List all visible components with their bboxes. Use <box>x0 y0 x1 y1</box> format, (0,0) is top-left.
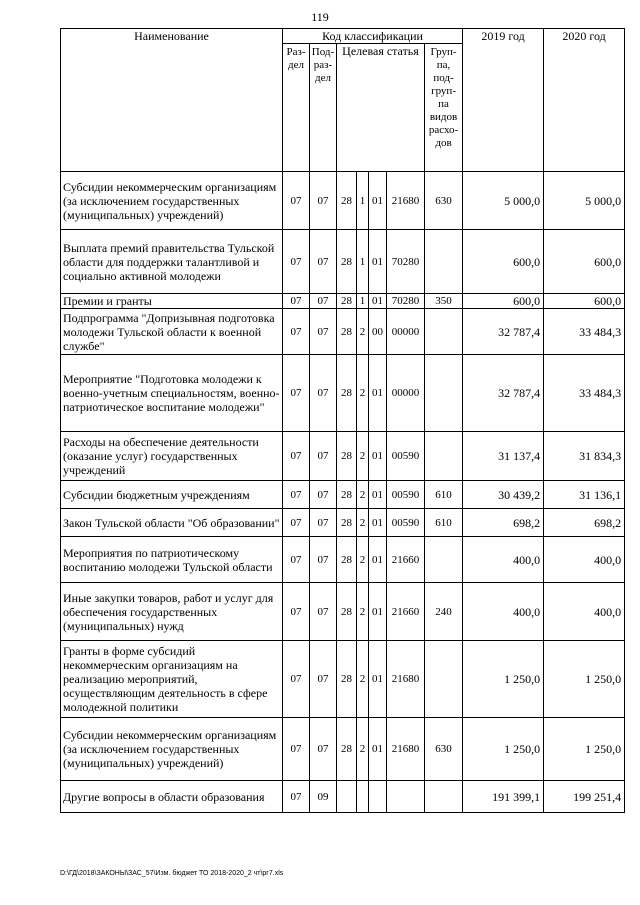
row-amount-2019: 5 000,0 <box>463 172 544 230</box>
row-subsection: 07 <box>310 481 337 509</box>
row-amount-2020: 1 250,0 <box>544 641 625 718</box>
row-subsection: 07 <box>310 509 337 537</box>
row-expense-group: 610 <box>425 481 463 509</box>
row-amount-2020: 600,0 <box>544 230 625 294</box>
row-name: Гранты в форме субсидий некоммерческим организациям на реализацию мероприятий, осуществляющим деятельность в сфере молодежной политики <box>61 641 283 718</box>
row-target-subprogram: 2 <box>357 481 369 509</box>
header-target-article: Целевая статья <box>337 44 425 172</box>
row-subsection: 07 <box>310 172 337 230</box>
row-target-program: 28 <box>337 537 357 583</box>
row-target-event: 01 <box>369 583 387 641</box>
row-amount-2019: 400,0 <box>463 583 544 641</box>
page-number: 119 <box>311 10 329 24</box>
row-target-event: 00 <box>369 309 387 355</box>
row-name: Субсидии бюджетным учреждениям <box>61 481 283 509</box>
row-amount-2020: 33 484,3 <box>544 355 625 432</box>
row-name: Премии и гранты <box>61 294 283 309</box>
row-name: Выплата премий правительства Тульской области для поддержки талантливой и социально активной молодежи <box>61 230 283 294</box>
row-target-subprogram: 2 <box>357 537 369 583</box>
row-section: 07 <box>283 583 310 641</box>
header-year-2020: 2020 год <box>544 29 625 172</box>
row-target-event: 01 <box>369 537 387 583</box>
table-row <box>61 294 625 309</box>
row-target-program: 28 <box>337 583 357 641</box>
row-target-direction <box>387 781 425 813</box>
row-subsection: 07 <box>310 432 337 481</box>
row-expense-group <box>425 781 463 813</box>
row-amount-2020: 33 484,3 <box>544 309 625 355</box>
row-target-program: 28 <box>337 230 357 294</box>
table-row <box>61 355 625 432</box>
row-expense-group <box>425 309 463 355</box>
row-amount-2019: 31 137,4 <box>463 432 544 481</box>
row-target-subprogram: 2 <box>357 509 369 537</box>
row-target-direction: 21660 <box>387 537 425 583</box>
row-name: Закон Тульской области "Об образовании" <box>61 509 283 537</box>
row-amount-2020: 400,0 <box>544 537 625 583</box>
row-amount-2020: 400,0 <box>544 583 625 641</box>
row-expense-group: 630 <box>425 172 463 230</box>
row-amount-2020: 698,2 <box>544 509 625 537</box>
row-target-subprogram: 2 <box>357 718 369 781</box>
row-target-direction: 70280 <box>387 294 425 309</box>
row-target-program: 28 <box>337 641 357 718</box>
row-expense-group <box>425 432 463 481</box>
row-target-program: 28 <box>337 481 357 509</box>
row-target-direction: 21660 <box>387 583 425 641</box>
row-target-event <box>369 781 387 813</box>
row-target-program: 28 <box>337 718 357 781</box>
row-target-direction: 00000 <box>387 309 425 355</box>
row-amount-2020: 1 250,0 <box>544 718 625 781</box>
row-subsection: 07 <box>310 355 337 432</box>
row-target-direction: 21680 <box>387 641 425 718</box>
row-target-program: 28 <box>337 509 357 537</box>
row-target-direction: 00000 <box>387 355 425 432</box>
table-row <box>61 481 625 509</box>
header-subsection: Под-раз-дел <box>310 44 337 172</box>
table-row <box>61 509 625 537</box>
row-amount-2019: 698,2 <box>463 509 544 537</box>
row-amount-2019: 1 250,0 <box>463 641 544 718</box>
row-section: 07 <box>283 230 310 294</box>
table-row <box>61 230 625 294</box>
row-target-event: 01 <box>369 355 387 432</box>
table-row <box>61 172 625 230</box>
row-target-event: 01 <box>369 230 387 294</box>
row-target-direction: 00590 <box>387 509 425 537</box>
row-amount-2020: 600,0 <box>544 294 625 309</box>
row-target-event: 01 <box>369 509 387 537</box>
table-row <box>61 432 625 481</box>
row-target-program: 28 <box>337 355 357 432</box>
row-name: Субсидии некоммерческим организациям (за исключением государственных (муниципальных) учреждений) <box>61 172 283 230</box>
row-target-event: 01 <box>369 172 387 230</box>
row-target-program: 28 <box>337 172 357 230</box>
row-section: 07 <box>283 537 310 583</box>
budget-table <box>60 28 625 813</box>
row-name: Субсидии некоммерческим организациям (за исключением государственных (муниципальных) учреждений) <box>61 718 283 781</box>
row-target-subprogram: 2 <box>357 355 369 432</box>
row-target-program: 28 <box>337 309 357 355</box>
row-section: 07 <box>283 509 310 537</box>
row-section: 07 <box>283 641 310 718</box>
header-code: Код классификации <box>283 29 463 44</box>
row-subsection: 07 <box>310 294 337 309</box>
row-expense-group: 610 <box>425 509 463 537</box>
row-section: 07 <box>283 172 310 230</box>
row-name: Другие вопросы в области образования <box>61 781 283 813</box>
header-section: Раз-дел <box>283 44 310 172</box>
file-path-footer: D:\ГД\2018\ЗАКОНЫ\ЗАС_57\Изм. бюджет ТО 2018-2020_2 чт\рг7.xls <box>60 870 284 877</box>
row-target-event: 01 <box>369 718 387 781</box>
row-amount-2019: 1 250,0 <box>463 718 544 781</box>
row-expense-group: 350 <box>425 294 463 309</box>
row-target-subprogram: 2 <box>357 583 369 641</box>
row-amount-2019: 32 787,4 <box>463 355 544 432</box>
row-name: Иные закупки товаров, работ и услуг для обеспечения государственных (муниципальных) нужд <box>61 583 283 641</box>
row-target-subprogram: 1 <box>357 230 369 294</box>
row-name: Расходы на обеспечение деятельности (оказание услуг) государственных учреждений <box>61 432 283 481</box>
row-expense-group <box>425 641 463 718</box>
row-target-event: 01 <box>369 641 387 718</box>
row-subsection: 07 <box>310 718 337 781</box>
row-amount-2020: 31 136,1 <box>544 481 625 509</box>
row-name: Подпрограмма "Допризывная подготовка молодежи Тульской области к военной службе" <box>61 309 283 355</box>
row-expense-group <box>425 230 463 294</box>
row-target-direction: 00590 <box>387 432 425 481</box>
row-amount-2019: 600,0 <box>463 294 544 309</box>
table-row <box>61 641 625 718</box>
row-section: 07 <box>283 781 310 813</box>
row-section: 07 <box>283 481 310 509</box>
row-expense-group: 240 <box>425 583 463 641</box>
row-subsection: 07 <box>310 230 337 294</box>
row-amount-2019: 400,0 <box>463 537 544 583</box>
row-target-program <box>337 781 357 813</box>
row-subsection: 09 <box>310 781 337 813</box>
row-name: Мероприятия по патриотическому воспитанию молодежи Тульской области <box>61 537 283 583</box>
row-target-direction: 21680 <box>387 172 425 230</box>
row-amount-2019: 32 787,4 <box>463 309 544 355</box>
row-expense-group <box>425 537 463 583</box>
row-amount-2020: 5 000,0 <box>544 172 625 230</box>
row-target-direction: 21680 <box>387 718 425 781</box>
header-group: Груп-па, под-груп-па видов расхо-дов <box>425 44 463 172</box>
row-amount-2019: 191 399,1 <box>463 781 544 813</box>
row-section: 07 <box>283 718 310 781</box>
row-target-subprogram <box>357 781 369 813</box>
table-row <box>61 583 625 641</box>
row-target-subprogram: 2 <box>357 309 369 355</box>
row-amount-2019: 30 439,2 <box>463 481 544 509</box>
row-amount-2019: 600,0 <box>463 230 544 294</box>
row-expense-group <box>425 355 463 432</box>
row-target-subprogram: 1 <box>357 172 369 230</box>
row-target-event: 01 <box>369 481 387 509</box>
row-subsection: 07 <box>310 537 337 583</box>
table-row <box>61 537 625 583</box>
header-year-2019: 2019 год <box>463 29 544 172</box>
row-target-subprogram: 2 <box>357 432 369 481</box>
row-name: Мероприятие "Подготовка молодежи к военно-учетным специальностям, военно-патриотическое воспитание молодежи" <box>61 355 283 432</box>
table-row <box>61 718 625 781</box>
row-amount-2020: 31 834,3 <box>544 432 625 481</box>
table-row <box>61 781 625 813</box>
row-target-event: 01 <box>369 432 387 481</box>
row-amount-2020: 199 251,4 <box>544 781 625 813</box>
row-target-event: 01 <box>369 294 387 309</box>
row-expense-group: 630 <box>425 718 463 781</box>
row-section: 07 <box>283 294 310 309</box>
row-subsection: 07 <box>310 641 337 718</box>
table-row <box>61 309 625 355</box>
row-subsection: 07 <box>310 583 337 641</box>
row-section: 07 <box>283 309 310 355</box>
row-target-direction: 00590 <box>387 481 425 509</box>
row-subsection: 07 <box>310 309 337 355</box>
row-section: 07 <box>283 432 310 481</box>
row-section: 07 <box>283 355 310 432</box>
row-target-subprogram: 2 <box>357 641 369 718</box>
row-target-program: 28 <box>337 294 357 309</box>
header-name: Наименование <box>61 29 283 172</box>
row-target-program: 28 <box>337 432 357 481</box>
row-target-direction: 70280 <box>387 230 425 294</box>
row-target-subprogram: 1 <box>357 294 369 309</box>
